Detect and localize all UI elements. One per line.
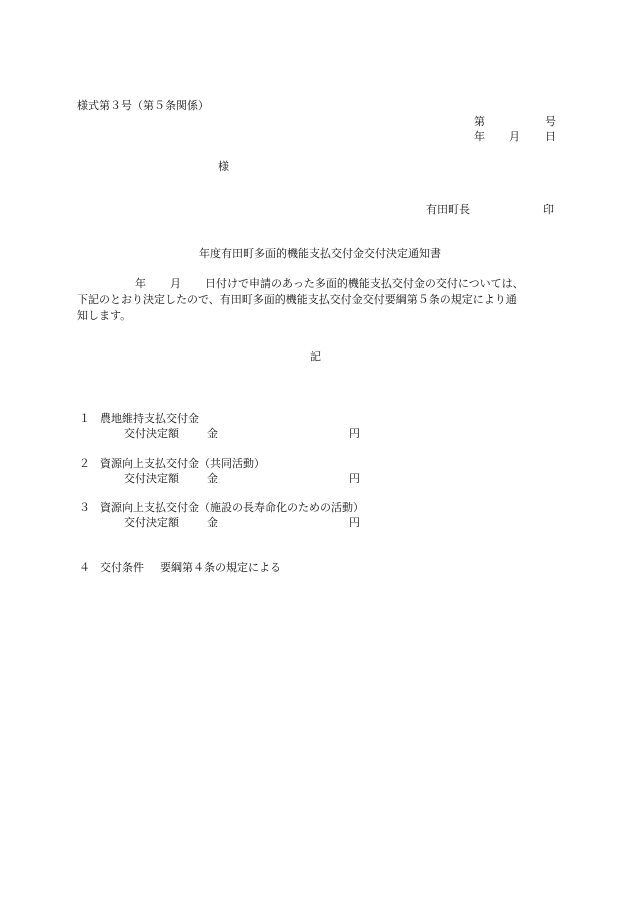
amount-label: 交付決定額 xyxy=(124,472,179,485)
date-year: 年 xyxy=(474,130,485,143)
doc-number-prefix: 第 xyxy=(474,115,485,128)
body-year: 年 xyxy=(135,277,146,290)
kin-label: 金 xyxy=(207,472,218,485)
yen-label: 円 xyxy=(349,516,360,529)
yen-label: 円 xyxy=(349,427,360,440)
item-number: ３ xyxy=(79,501,90,514)
body-month: 月 xyxy=(170,277,181,290)
item-name: 農地維持支払交付金 xyxy=(100,412,199,425)
body-line-3: 知します。 xyxy=(77,309,132,322)
item-number: １ xyxy=(79,412,90,425)
kin-label: 金 xyxy=(207,516,218,529)
issuer-seal: 印 xyxy=(543,203,554,216)
date-day: 日 xyxy=(545,130,556,143)
doc-number-suffix: 号 xyxy=(545,115,556,128)
condition-number: ４ xyxy=(79,561,90,574)
yen-label: 円 xyxy=(349,472,360,485)
body-line-2: 下記のとおり決定したので、有田町多面的機能支払交付金交付要綱第５条の規定により通 xyxy=(77,293,517,306)
form-label: 様式第３号（第５条関係） xyxy=(77,99,209,112)
condition-label: 交付条件 xyxy=(100,561,144,574)
body-line-1 xyxy=(77,276,555,292)
amount-label: 交付決定額 xyxy=(124,516,179,529)
ki-label: 記 xyxy=(310,350,321,363)
amount-label: 交付決定額 xyxy=(124,427,179,440)
addressee-suffix: 様 xyxy=(218,160,229,173)
date-month: 月 xyxy=(509,130,520,143)
issuer-title: 有田町長 xyxy=(426,203,470,216)
item-name: 資源向上支払交付金（共同活動） xyxy=(100,457,265,470)
item-name: 資源向上支払交付金（施設の長寿命化のための活動） xyxy=(100,501,364,514)
item-number: ２ xyxy=(79,457,90,470)
body-line-1-text: 日付けで申請のあった多面的機能支払交付金の交付については、 xyxy=(205,277,524,290)
kin-label: 金 xyxy=(207,427,218,440)
document-title: 年度有田町多面的機能支払交付金交付決定通知書 xyxy=(199,247,441,260)
condition-text: 要綱第４条の規定による xyxy=(160,561,281,574)
body-paragraph xyxy=(77,276,555,324)
